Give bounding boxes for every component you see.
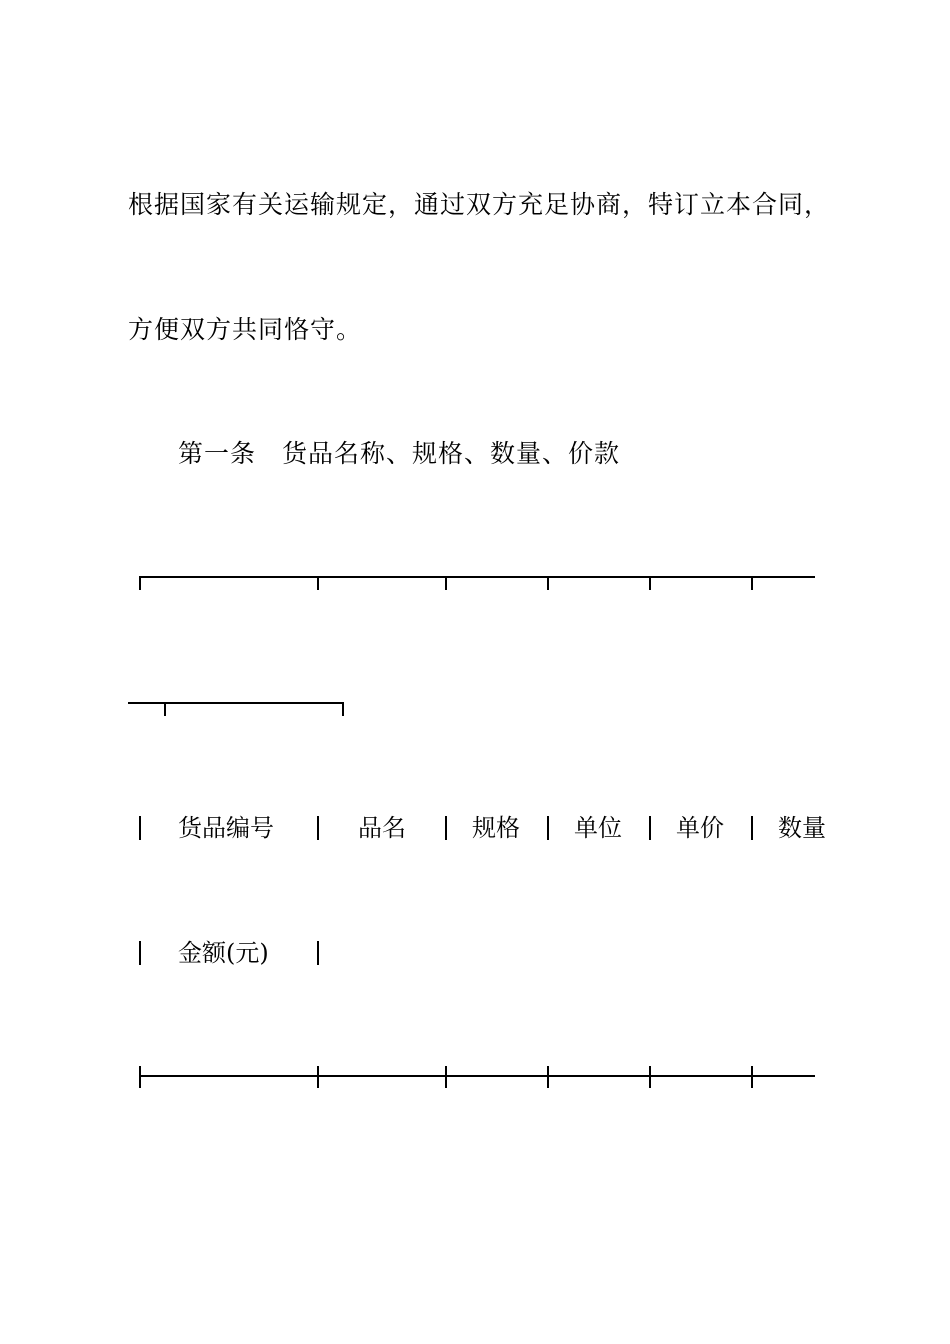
header-quantity: 数量	[778, 814, 826, 842]
article-title: 货品名称、规格、数量、价款	[282, 439, 621, 468]
article-heading	[178, 438, 620, 470]
header-name: 品名	[358, 814, 406, 842]
paragraph-line-1: 根据国家有关运输规定，通过双方充足协商，特订立本合同，	[128, 190, 831, 219]
header-unit: 单位	[574, 814, 622, 842]
article-number: 第一条	[178, 439, 257, 468]
header-unit-price: 单价	[676, 814, 724, 842]
header-item-code: 货品编号	[178, 814, 274, 842]
paragraph-line-2: 方便双方共同恪守。	[128, 315, 363, 344]
header-spec: 规格	[472, 814, 520, 842]
header-amount: 金额(元)	[178, 939, 269, 967]
